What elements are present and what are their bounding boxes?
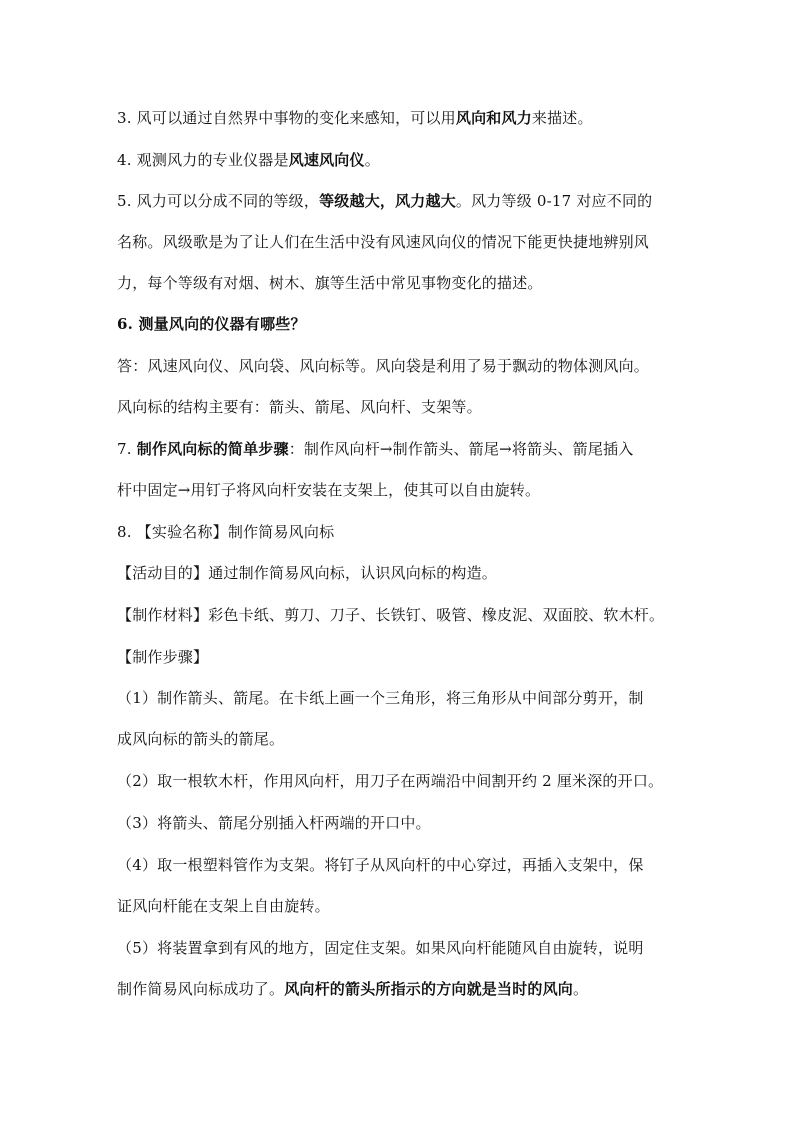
answer-6-line-2: 风向标的结构主要有：箭头、箭尾、风向杆、支架等。 bbox=[117, 398, 482, 416]
step-2: （2）取一根软木杆，作用风向杆，用刀子在两端沿中间割开约 2 厘米深的开口。 bbox=[117, 772, 664, 790]
item-4: 4. 观测风力的专业仪器是风速风向仪。 bbox=[117, 151, 380, 169]
steps-heading: 【制作步骤】 bbox=[117, 648, 209, 666]
step-4: （4）取一根塑料管作为支架。将钉子从风向杆的中心穿过，再插入支架中，保 bbox=[117, 856, 644, 874]
answer-6-line-1: 答：风速风向仪、风向袋、风向标等。风向袋是利用了易于飘动的物体测风向。 bbox=[117, 357, 650, 375]
experiment-title: 8. 【实验名称】制作简易风向标 bbox=[117, 523, 335, 541]
step-1-line-2: 成风向标的箭头的箭尾。 bbox=[117, 730, 285, 748]
step-3: （3）将箭头、箭尾分别插入杆两端的开口中。 bbox=[117, 814, 431, 832]
materials: 【制作材料】彩色卡纸、剪刀、刀子、长铁钉、吸管、橡皮泥、双面胶、软木杆。 bbox=[117, 606, 665, 624]
item-7: 7. 制作风向标的简单步骤：制作风向杆→制作箭头、箭尾→将箭头、箭尾插入 bbox=[117, 440, 634, 458]
step-5-line-2: 制作简易风向标成功了。风向杆的箭头所指示的方向就是当时的风向。 bbox=[117, 980, 589, 998]
item-5-line-3: 力，每个等级有对烟、树木、旗等生活中常见事物变化的描述。 bbox=[117, 274, 543, 292]
question-6: 6. 测量风向的仪器有哪些？ bbox=[117, 315, 306, 333]
step-5: （5）将装置拿到有风的地方，固定住支架。如果风向杆能随风自由旋转，说明 bbox=[117, 939, 644, 957]
activity-goal: 【活动目的】通过制作简易风向标，认识风向标的构造。 bbox=[117, 564, 498, 582]
item-5: 5. 风力可以分成不同的等级，等级越大，风力越大。风力等级 0-17 对应不同的 bbox=[117, 192, 653, 210]
item-5-line-2: 名称。风级歌是为了让人们在生活中没有风速风向仪的情况下能更快捷地辨别风 bbox=[117, 233, 650, 251]
item-7-line-2: 杆中固定→用钉子将风向杆安装在支架上，使其可以自由旋转。 bbox=[117, 481, 541, 499]
item-3: 3. 风可以通过自然界中事物的变化来感知，可以用风向和风力来描述。 bbox=[117, 109, 593, 127]
step-4-line-2: 证风向杆能在支架上自由旋转。 bbox=[117, 897, 330, 915]
step-1: （1）制作箭头、箭尾。在卡纸上画一个三角形，将三角形从中间部分剪开，制 bbox=[117, 689, 644, 707]
